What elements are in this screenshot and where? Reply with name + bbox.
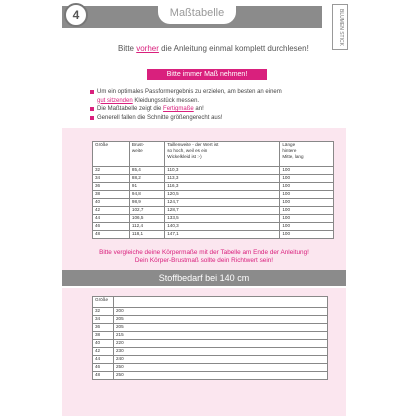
bullet-text: Um ein optimales Passformergebnis zu erzielen, am besten an einem bbox=[97, 89, 282, 95]
table-row bbox=[93, 364, 328, 372]
table-cell: 48 bbox=[93, 372, 114, 380]
table-row bbox=[93, 199, 334, 207]
table-row bbox=[93, 332, 328, 340]
table-row bbox=[93, 340, 328, 348]
table-row bbox=[93, 308, 328, 316]
table-cell: 100 bbox=[280, 183, 334, 191]
col-header: Brust- weite bbox=[129, 142, 164, 167]
note-line: Dein Körper-Brustmaß sollte dein Richtwert sein! bbox=[134, 257, 274, 264]
bullet-text: Generell fallen die Schnitte größengerecht aus! bbox=[97, 114, 223, 121]
table-cell: 106,5 bbox=[129, 215, 164, 223]
table-cell: 40 bbox=[93, 199, 130, 207]
table-cell: 94,8 bbox=[129, 191, 164, 199]
table-cell: 38 bbox=[93, 332, 114, 340]
side-tab: BLUMEN STICK bbox=[332, 4, 348, 50]
table-cell: 205 bbox=[114, 324, 328, 332]
table-cell: 220 bbox=[114, 340, 328, 348]
table-cell: 100 bbox=[280, 215, 334, 223]
table-row bbox=[93, 356, 328, 364]
col-header: Größe bbox=[93, 297, 114, 308]
table-cell: 88,2 bbox=[129, 175, 164, 183]
table-cell: 42 bbox=[93, 207, 130, 215]
size-table bbox=[92, 141, 334, 239]
table-cell: 46 bbox=[93, 364, 114, 372]
fabric-table bbox=[92, 296, 328, 380]
table-cell: 100 bbox=[280, 207, 334, 215]
table-cell: 118,1 bbox=[129, 231, 164, 239]
table-cell: 40 bbox=[93, 340, 114, 348]
table-cell: 230 bbox=[114, 348, 328, 356]
note-line: Bitte vergleiche deine Körpermaße mit der Tabelle am Ende der Anleitung! bbox=[99, 249, 309, 256]
table-cell: 102,7 bbox=[129, 207, 164, 215]
measure-badge: Bitte immer Maß nehmen! bbox=[147, 69, 267, 80]
table-cell: 44 bbox=[93, 215, 130, 223]
table-cell: 32 bbox=[93, 167, 130, 175]
bullet-item bbox=[90, 114, 330, 123]
table-cell: 34 bbox=[93, 316, 114, 324]
table-cell: 46 bbox=[93, 223, 130, 231]
table-cell: 100 bbox=[280, 167, 334, 175]
bullet-list bbox=[90, 88, 330, 122]
table-cell: 205 bbox=[114, 316, 328, 324]
page-number: 4 bbox=[64, 3, 88, 27]
page-title: Maßtabelle bbox=[158, 4, 236, 24]
table-cell: 124,7 bbox=[165, 199, 280, 207]
table-cell: 38 bbox=[93, 191, 130, 199]
table-cell: 36 bbox=[93, 183, 130, 191]
table-cell: 100 bbox=[280, 231, 334, 239]
table-row bbox=[93, 191, 334, 199]
table-row bbox=[93, 215, 334, 223]
col-header bbox=[114, 297, 328, 308]
bullet-tail: Kleidungsstück messen. bbox=[132, 97, 200, 104]
table-cell: 100 bbox=[280, 223, 334, 231]
table-cell: 100 bbox=[280, 175, 334, 183]
table-cell: 250 bbox=[114, 364, 328, 372]
table-cell: 110,3 bbox=[165, 167, 280, 175]
table-row bbox=[93, 223, 334, 231]
table-row bbox=[93, 372, 328, 380]
table-cell: 85,4 bbox=[129, 167, 164, 175]
table-row bbox=[93, 324, 328, 332]
table-row bbox=[93, 175, 334, 183]
table-cell: 42 bbox=[93, 348, 114, 356]
table-cell: 120,5 bbox=[165, 191, 280, 199]
table-cell: 200 bbox=[114, 308, 328, 316]
bullet-tail: an! bbox=[193, 106, 204, 112]
intro-before: Bitte bbox=[118, 44, 137, 53]
fabric-requirement-title: Stoffbedarf bei 140 cm bbox=[62, 270, 346, 286]
intro-text bbox=[118, 44, 310, 53]
table-row bbox=[93, 316, 328, 324]
table-cell: 34 bbox=[93, 175, 130, 183]
table-cell: 32 bbox=[93, 308, 114, 316]
table-cell: 36 bbox=[93, 324, 114, 332]
table-cell: 48 bbox=[93, 231, 130, 239]
table-row bbox=[93, 348, 328, 356]
table-cell: 116,3 bbox=[165, 183, 280, 191]
col-header: Länge hintere Mitte, lang bbox=[280, 142, 334, 167]
table-row bbox=[93, 183, 334, 191]
table-cell: 112,4 bbox=[129, 223, 164, 231]
bullet-item bbox=[90, 88, 330, 105]
table-cell: 91 bbox=[129, 183, 164, 191]
table-header-row bbox=[93, 297, 328, 308]
table-cell: 240 bbox=[114, 356, 328, 364]
intro-after: die Anleitung einmal komplett durchlesen! bbox=[158, 44, 309, 53]
table-header-row bbox=[93, 142, 334, 167]
table-cell: 133,5 bbox=[165, 215, 280, 223]
table-row bbox=[93, 167, 334, 175]
table-cell: 100 bbox=[280, 191, 334, 199]
table-cell: 250 bbox=[114, 372, 328, 380]
table-cell: 147,1 bbox=[165, 231, 280, 239]
table-cell: 140,3 bbox=[165, 223, 280, 231]
table-row bbox=[93, 207, 334, 215]
table-cell: 215 bbox=[114, 332, 328, 340]
compare-note bbox=[62, 249, 346, 265]
bullet-highlight: Fertigmaße bbox=[163, 106, 194, 112]
bullet-item bbox=[90, 105, 330, 114]
table-cell: 44 bbox=[93, 356, 114, 364]
table-cell: 98,9 bbox=[129, 199, 164, 207]
table-row bbox=[93, 231, 334, 239]
col-header: Taillenweite - der Wert ist so hoch, weil es ein Wickelkleid ist :-) bbox=[165, 142, 280, 167]
intro-highlight: vorher bbox=[136, 44, 159, 53]
bullet-highlight: gut sitzenden bbox=[97, 97, 133, 104]
bullet-text: Die Maßtabelle zeigt die bbox=[97, 106, 164, 112]
table-cell: 113,3 bbox=[165, 175, 280, 183]
col-header: Größe bbox=[93, 142, 130, 167]
table-cell: 128,7 bbox=[165, 207, 280, 215]
table-cell: 100 bbox=[280, 199, 334, 207]
